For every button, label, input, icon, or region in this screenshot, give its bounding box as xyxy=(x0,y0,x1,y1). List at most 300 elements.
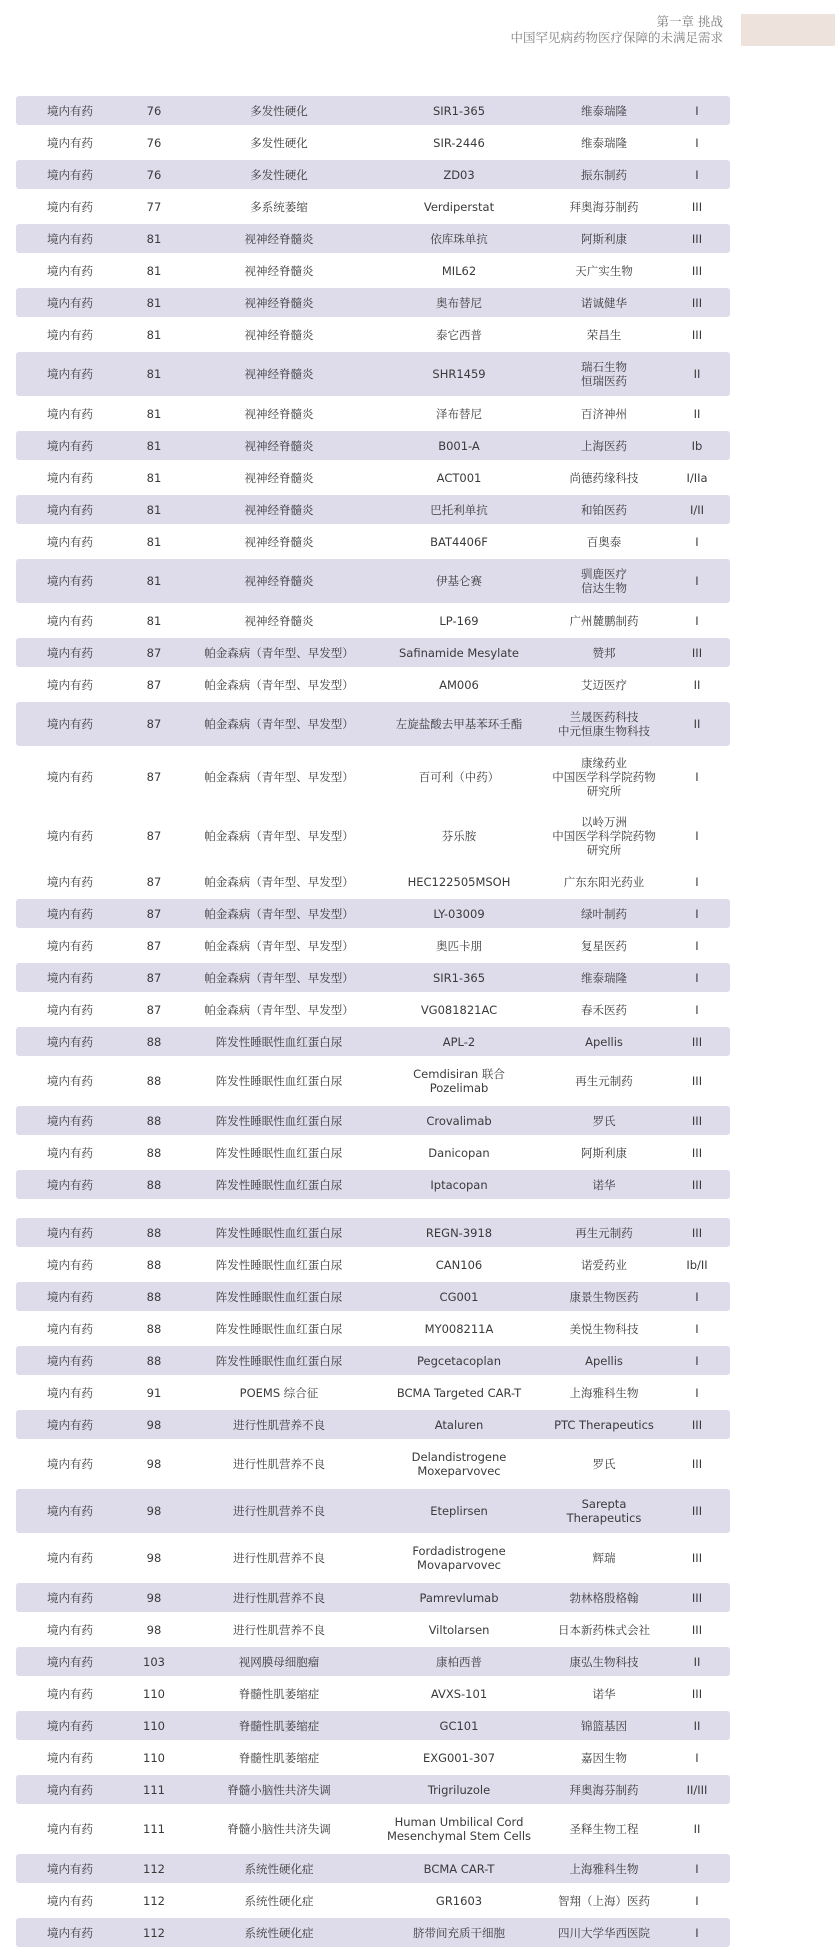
drug-name-cell: ZD03 xyxy=(443,167,475,182)
disease-number-cell: 81 xyxy=(146,231,162,246)
drug-name-cell: LY-03009 xyxy=(433,906,485,921)
disease-name-cell: 帕金森病（青年型、早发型） xyxy=(204,829,354,843)
drug-name-cell: EXG001-307 xyxy=(422,1750,496,1765)
availability-cell: 境内有药 xyxy=(47,231,93,246)
availability-cell: 境内有药 xyxy=(47,1686,93,1701)
table-row xyxy=(16,1536,730,1580)
phase-cell: I xyxy=(695,613,699,628)
table-row xyxy=(16,899,730,928)
drug-name-cell: 奥布替尼 xyxy=(436,295,482,310)
phase-cell: III xyxy=(691,1622,703,1637)
disease-name-cell: 视神经脊髓炎 xyxy=(244,470,314,485)
table-row xyxy=(16,606,730,635)
disease-name-cell: 进行性肌营养不良 xyxy=(233,1551,325,1565)
company-cell: Apellis xyxy=(585,1353,623,1368)
drug-name-cell: REGN-3918 xyxy=(425,1225,493,1240)
table-row xyxy=(16,1615,730,1644)
table-row xyxy=(16,1138,730,1167)
disease-name-cell: 帕金森病（青年型、早发型） xyxy=(204,677,354,692)
drug-name-cell: 芬乐胺 xyxy=(441,829,477,843)
table-row xyxy=(16,1282,730,1311)
disease-name-cell: 阵发性睡眠性血红蛋白尿 xyxy=(215,1074,343,1088)
phase-cell: II xyxy=(693,1822,701,1836)
availability-cell: 境内有药 xyxy=(47,1225,93,1240)
drug-name-cell: APL-2 xyxy=(442,1034,476,1049)
disease-name-cell: 阵发性睡眠性血红蛋白尿 xyxy=(215,1145,343,1160)
disease-name-cell: 进行性肌营养不良 xyxy=(233,1504,325,1518)
disease-name-cell: 视神经脊髓炎 xyxy=(244,613,314,628)
table-row xyxy=(16,963,730,992)
company-cell: 维泰瑞隆 xyxy=(581,970,627,985)
company-cell: 荣昌生 xyxy=(586,327,622,342)
phase-cell: III xyxy=(691,1113,703,1128)
company-cell: 再生元制药 xyxy=(575,1225,633,1240)
drug-name-cell: SHR1459 xyxy=(432,367,486,381)
phase-cell: I xyxy=(695,574,699,588)
disease-number-cell: 87 xyxy=(146,874,162,889)
table-row xyxy=(16,1679,730,1708)
disease-name-cell: 视神经脊髓炎 xyxy=(244,438,314,453)
disease-number-cell: 81 xyxy=(146,574,162,588)
table-row xyxy=(16,1583,730,1612)
disease-name-cell: 多系统萎缩 xyxy=(250,199,308,214)
drug-name-cell: 依库珠单抗 xyxy=(430,231,488,246)
availability-cell: 境内有药 xyxy=(47,829,93,843)
phase-cell: III xyxy=(691,327,703,342)
availability-cell: 境内有药 xyxy=(47,717,93,731)
table-row xyxy=(16,352,730,396)
drug-name-cell: 左旋盐酸去甲基苯环壬酯 xyxy=(395,717,523,731)
phase-cell: I xyxy=(695,534,699,549)
company-cell: 尚德药缘科技 xyxy=(569,470,639,485)
company-cell: 以岭万洲 中国医学科学院药物 研究所 xyxy=(552,815,656,857)
availability-cell: 境内有药 xyxy=(47,406,93,421)
table-row xyxy=(16,1314,730,1343)
disease-name-cell: 进行性肌营养不良 xyxy=(233,1590,325,1605)
availability-cell: 境内有药 xyxy=(47,1861,93,1876)
disease-number-cell: 87 xyxy=(146,829,162,843)
availability-cell: 境内有药 xyxy=(47,295,93,310)
disease-number-cell: 91 xyxy=(146,1385,162,1400)
table-row xyxy=(16,995,730,1024)
phase-cell: I xyxy=(695,1289,699,1304)
company-cell: 美悦生物科技 xyxy=(569,1321,639,1336)
availability-cell: 境内有药 xyxy=(47,1177,93,1192)
drug-name-cell: VG081821AC xyxy=(420,1002,498,1017)
drug-name-cell: Safinamide Mesylate xyxy=(399,645,519,660)
disease-number-cell: 88 xyxy=(146,1257,162,1272)
chapter-title: 第一章 挑战 xyxy=(656,14,723,29)
disease-number-cell: 81 xyxy=(146,534,162,549)
table-row xyxy=(16,192,730,221)
disease-name-cell: 阵发性睡眠性血红蛋白尿 xyxy=(215,1177,343,1192)
disease-name-cell: 帕金森病（青年型、早发型） xyxy=(204,938,354,953)
disease-name-cell: 视神经脊髓炎 xyxy=(244,327,314,342)
drug-name-cell: AM006 xyxy=(439,677,479,692)
drug-name-cell: AVXS-101 xyxy=(430,1686,488,1701)
table-row xyxy=(16,1886,730,1915)
disease-name-cell: 视神经脊髓炎 xyxy=(244,406,314,421)
phase-cell: I xyxy=(695,970,699,985)
table-row xyxy=(16,96,730,125)
company-cell: 百济神州 xyxy=(581,406,627,421)
disease-number-cell: 88 xyxy=(146,1353,162,1368)
table-row xyxy=(16,670,730,699)
table-row xyxy=(16,1442,730,1486)
disease-number-cell: 98 xyxy=(146,1590,162,1605)
availability-cell: 境内有药 xyxy=(47,1893,93,1908)
availability-cell: 境内有药 xyxy=(47,438,93,453)
drug-name-cell: Pamrevlumab xyxy=(419,1590,499,1605)
drug-name-cell: Eteplirsen xyxy=(430,1504,488,1518)
table-row xyxy=(16,808,730,864)
drug-name-cell: ACT001 xyxy=(436,470,482,485)
drug-name-cell: B001-A xyxy=(438,438,480,453)
company-cell: 勃林格殷格翰 xyxy=(569,1590,639,1605)
disease-number-cell: 88 xyxy=(146,1289,162,1304)
table-row xyxy=(16,1489,730,1533)
table-row xyxy=(16,320,730,349)
table-row xyxy=(16,1346,730,1375)
company-cell: 罗氏 xyxy=(592,1457,616,1471)
phase-cell: II xyxy=(693,1654,701,1669)
company-cell: 罗氏 xyxy=(592,1113,616,1128)
phase-cell: I/II xyxy=(689,502,705,517)
drug-name-cell: Delandistrogene Moxeparvovec xyxy=(411,1450,507,1478)
availability-cell: 境内有药 xyxy=(47,970,93,985)
phase-cell: I xyxy=(695,1353,699,1368)
phase-cell: I xyxy=(695,938,699,953)
table-row xyxy=(16,1775,730,1804)
disease-number-cell: 98 xyxy=(146,1551,162,1565)
availability-cell: 境内有药 xyxy=(47,1457,93,1471)
phase-cell: I xyxy=(695,1385,699,1400)
availability-cell: 境内有药 xyxy=(47,199,93,214)
phase-cell: II xyxy=(693,677,701,692)
disease-name-cell: 系统性硬化症 xyxy=(244,1893,314,1908)
availability-cell: 境内有药 xyxy=(47,874,93,889)
disease-number-cell: 87 xyxy=(146,970,162,985)
disease-number-cell: 87 xyxy=(146,1002,162,1017)
availability-cell: 境内有药 xyxy=(47,502,93,517)
table-row xyxy=(16,128,730,157)
availability-cell: 境内有药 xyxy=(47,1551,93,1565)
company-cell: 辉瑞 xyxy=(592,1551,616,1565)
drug-name-cell: MY008211A xyxy=(424,1321,494,1336)
disease-name-cell: POEMS 综合征 xyxy=(239,1385,319,1400)
disease-number-cell: 76 xyxy=(146,135,162,150)
phase-cell: III xyxy=(691,1145,703,1160)
phase-cell: III xyxy=(691,1504,703,1518)
phase-cell: I xyxy=(695,103,699,118)
phase-cell: II xyxy=(693,367,701,381)
disease-number-cell: 76 xyxy=(146,103,162,118)
table-row xyxy=(16,463,730,492)
company-cell: 上海雅科生物 xyxy=(569,1861,639,1876)
disease-number-cell: 81 xyxy=(146,367,162,381)
disease-name-cell: 阵发性睡眠性血红蛋白尿 xyxy=(215,1225,343,1240)
company-cell: 维泰瑞隆 xyxy=(581,103,627,118)
phase-cell: I xyxy=(695,1002,699,1017)
table-row xyxy=(16,288,730,317)
phase-cell: I/IIa xyxy=(686,470,708,485)
disease-number-cell: 88 xyxy=(146,1074,162,1088)
drug-name-cell: CAN106 xyxy=(435,1257,483,1272)
disease-name-cell: 多发性硬化 xyxy=(250,135,308,150)
disease-name-cell: 视神经脊髓炎 xyxy=(244,295,314,310)
disease-name-cell: 阵发性睡眠性血红蛋白尿 xyxy=(215,1257,343,1272)
table-row xyxy=(16,1250,730,1279)
disease-number-cell: 111 xyxy=(143,1822,165,1836)
availability-cell: 境内有药 xyxy=(47,770,93,784)
company-cell: 驯鹿医疗 信达生物 xyxy=(581,567,627,595)
availability-cell: 境内有药 xyxy=(47,1257,93,1272)
company-cell: 上海雅科生物 xyxy=(569,1385,639,1400)
drug-name-cell: 泰它西普 xyxy=(436,327,482,342)
table-row xyxy=(16,1170,730,1199)
disease-number-cell: 77 xyxy=(146,199,162,214)
availability-cell: 境内有药 xyxy=(47,613,93,628)
availability-cell: 境内有药 xyxy=(47,906,93,921)
disease-number-cell: 112 xyxy=(143,1861,165,1876)
company-cell: 和铂医药 xyxy=(581,502,627,517)
disease-number-cell: 110 xyxy=(143,1718,165,1733)
availability-cell: 境内有药 xyxy=(47,1622,93,1637)
disease-name-cell: 脊髓性肌萎缩症 xyxy=(238,1718,320,1733)
disease-number-cell: 88 xyxy=(146,1113,162,1128)
table-row xyxy=(16,702,730,746)
drug-name-cell: 康柏西普 xyxy=(436,1654,482,1669)
availability-cell: 境内有药 xyxy=(47,1822,93,1836)
drug-name-cell: Verdiperstat xyxy=(423,199,495,214)
phase-cell: II/III xyxy=(686,1782,708,1797)
phase-cell: III xyxy=(691,1074,703,1088)
drug-name-cell: SIR-2446 xyxy=(433,135,485,150)
drug-name-cell: SIR1-365 xyxy=(432,970,486,985)
disease-name-cell: 帕金森病（青年型、早发型） xyxy=(204,906,354,921)
disease-name-cell: 视神经脊髓炎 xyxy=(244,231,314,246)
disease-name-cell: 系统性硬化症 xyxy=(244,1925,314,1940)
disease-name-cell: 阵发性睡眠性血红蛋白尿 xyxy=(215,1289,343,1304)
company-cell: 绿叶制药 xyxy=(581,906,627,921)
phase-cell: Ib/II xyxy=(686,1257,708,1272)
disease-number-cell: 76 xyxy=(146,167,162,182)
availability-cell: 境内有药 xyxy=(47,677,93,692)
phase-cell: I xyxy=(695,874,699,889)
table-row xyxy=(16,559,730,603)
phase-cell: III xyxy=(691,645,703,660)
table-row xyxy=(16,399,730,428)
disease-name-cell: 帕金森病（青年型、早发型） xyxy=(204,770,354,784)
phase-cell: I xyxy=(695,1321,699,1336)
disease-name-cell: 阵发性睡眠性血红蛋白尿 xyxy=(215,1353,343,1368)
drug-name-cell: BAT4406F xyxy=(430,534,488,549)
table-row xyxy=(16,638,730,667)
company-cell: 拜奥海芬制药 xyxy=(569,199,639,214)
company-cell: 四川大学华西医院 xyxy=(558,1925,650,1940)
company-cell: Apellis xyxy=(585,1034,623,1049)
company-cell: 康景生物医药 xyxy=(569,1289,639,1304)
drug-name-cell: GR1603 xyxy=(435,1893,483,1908)
availability-cell: 境内有药 xyxy=(47,1782,93,1797)
availability-cell: 境内有药 xyxy=(47,1504,93,1518)
availability-cell: 境内有药 xyxy=(47,470,93,485)
table-row xyxy=(16,1807,730,1851)
table-row xyxy=(16,431,730,460)
company-cell: 康缘药业 中国医学科学院药物 研究所 xyxy=(552,756,656,798)
disease-number-cell: 103 xyxy=(143,1654,165,1669)
availability-cell: 境内有药 xyxy=(47,938,93,953)
drug-name-cell: 泽布替尼 xyxy=(436,406,482,421)
drug-table xyxy=(16,96,730,1950)
disease-number-cell: 98 xyxy=(146,1622,162,1637)
disease-number-cell: 87 xyxy=(146,645,162,660)
disease-name-cell: 视神经脊髓炎 xyxy=(244,574,314,588)
table-row xyxy=(16,1410,730,1439)
disease-number-cell: 88 xyxy=(146,1034,162,1049)
disease-number-cell: 110 xyxy=(143,1750,165,1765)
drug-name-cell: Fordadistrogene Movaparvovec xyxy=(412,1544,506,1572)
table-row xyxy=(16,160,730,189)
disease-number-cell: 87 xyxy=(146,717,162,731)
table-row xyxy=(16,527,730,556)
company-cell: 瑞石生物 恒瑞医药 xyxy=(581,360,627,388)
disease-name-cell: 进行性肌营养不良 xyxy=(233,1622,325,1637)
disease-name-cell: 帕金森病（青年型、早发型） xyxy=(204,970,354,985)
phase-cell: III xyxy=(691,1686,703,1701)
company-cell: 广东东阳光药业 xyxy=(563,874,645,889)
disease-name-cell: 视神经脊髓炎 xyxy=(244,502,314,517)
company-cell: 赞邦 xyxy=(592,645,616,660)
disease-number-cell: 81 xyxy=(146,327,162,342)
availability-cell: 境内有药 xyxy=(47,645,93,660)
disease-name-cell: 帕金森病（青年型、早发型） xyxy=(204,717,354,731)
phase-cell: III xyxy=(691,295,703,310)
availability-cell: 境内有药 xyxy=(47,1034,93,1049)
drug-name-cell: Cemdisiran 联合 Pozelimab xyxy=(413,1067,505,1095)
drug-name-cell: BCMA Targeted CAR-T xyxy=(396,1385,522,1400)
table-row xyxy=(16,1059,730,1103)
availability-cell: 境内有药 xyxy=(47,1750,93,1765)
disease-number-cell: 87 xyxy=(146,770,162,784)
table-row xyxy=(16,1918,730,1947)
phase-cell: III xyxy=(691,1034,703,1049)
drug-name-cell: 奥匹卡朋 xyxy=(436,938,482,953)
company-cell: 康弘生物科技 xyxy=(569,1654,639,1669)
availability-cell: 境内有药 xyxy=(47,534,93,549)
disease-name-cell: 阵发性睡眠性血红蛋白尿 xyxy=(215,1321,343,1336)
disease-number-cell: 87 xyxy=(146,938,162,953)
disease-number-cell: 81 xyxy=(146,502,162,517)
disease-number-cell: 81 xyxy=(146,263,162,278)
table-row xyxy=(16,495,730,524)
table-row xyxy=(16,749,730,805)
company-cell: 百奥泰 xyxy=(586,534,622,549)
company-cell: 嘉因生物 xyxy=(581,1750,627,1765)
phase-cell: I xyxy=(695,1925,699,1940)
phase-cell: III xyxy=(691,1457,703,1471)
table-row xyxy=(16,1106,730,1135)
phase-cell: I xyxy=(695,135,699,150)
availability-cell: 境内有药 xyxy=(47,1289,93,1304)
phase-cell: III xyxy=(691,1551,703,1565)
availability-cell: 境内有药 xyxy=(47,1718,93,1733)
page-header xyxy=(510,14,723,46)
disease-name-cell: 多发性硬化 xyxy=(250,103,308,118)
availability-cell: 境内有药 xyxy=(47,1145,93,1160)
availability-cell: 境内有药 xyxy=(47,367,93,381)
availability-cell: 境内有药 xyxy=(47,1002,93,1017)
drug-name-cell: GC101 xyxy=(439,1718,479,1733)
table-row xyxy=(16,1743,730,1772)
disease-name-cell: 帕金森病（青年型、早发型） xyxy=(204,874,354,889)
company-cell: 春禾医药 xyxy=(581,1002,627,1017)
company-cell: 日本新药株式会社 xyxy=(558,1622,650,1637)
availability-cell: 境内有药 xyxy=(47,1654,93,1669)
disease-name-cell: 阵发性睡眠性血红蛋白尿 xyxy=(215,1113,343,1128)
phase-cell: I xyxy=(695,1861,699,1876)
disease-name-cell: 进行性肌营养不良 xyxy=(233,1417,325,1432)
disease-number-cell: 88 xyxy=(146,1321,162,1336)
disease-name-cell: 脊髓性肌萎缩症 xyxy=(238,1686,320,1701)
company-cell: 维泰瑞隆 xyxy=(581,135,627,150)
table-row xyxy=(16,1378,730,1407)
phase-cell: II xyxy=(693,717,701,731)
availability-cell: 境内有药 xyxy=(47,1113,93,1128)
drug-name-cell: Danicopan xyxy=(428,1145,490,1160)
disease-number-cell: 81 xyxy=(146,406,162,421)
drug-name-cell: Crovalimab xyxy=(426,1113,492,1128)
disease-name-cell: 脊髓性肌萎缩症 xyxy=(238,1750,320,1765)
availability-cell: 境内有药 xyxy=(47,327,93,342)
drug-name-cell: LP-169 xyxy=(439,613,479,628)
phase-cell: I xyxy=(695,770,699,784)
company-cell: 拜奥海芬制药 xyxy=(569,1782,639,1797)
disease-name-cell: 脊髓小脑性共济失调 xyxy=(227,1822,331,1836)
disease-number-cell: 98 xyxy=(146,1417,162,1432)
disease-number-cell: 87 xyxy=(146,677,162,692)
company-cell: 兰晟医药科技 中元恒康生物科技 xyxy=(558,710,650,738)
drug-name-cell: CG001 xyxy=(439,1289,479,1304)
phase-cell: I xyxy=(695,167,699,182)
phase-cell: I xyxy=(695,1750,699,1765)
availability-cell: 境内有药 xyxy=(47,1074,93,1088)
disease-number-cell: 81 xyxy=(146,438,162,453)
phase-cell: III xyxy=(691,199,703,214)
company-cell: 诺爱药业 xyxy=(581,1257,627,1272)
disease-name-cell: 视神经脊髓炎 xyxy=(244,367,314,381)
disease-name-cell: 帕金森病（青年型、早发型） xyxy=(204,645,354,660)
phase-cell: II xyxy=(693,406,701,421)
phase-cell: I xyxy=(695,906,699,921)
disease-number-cell: 111 xyxy=(143,1782,165,1797)
drug-name-cell: Viltolarsen xyxy=(428,1622,490,1637)
company-cell: 广州麓鹏制药 xyxy=(569,613,639,628)
drug-name-cell: 伊基仑赛 xyxy=(436,574,482,588)
availability-cell: 境内有药 xyxy=(47,1590,93,1605)
disease-number-cell: 98 xyxy=(146,1457,162,1471)
disease-number-cell: 112 xyxy=(143,1925,165,1940)
table-row xyxy=(16,256,730,285)
phase-cell: III xyxy=(691,231,703,246)
availability-cell: 境内有药 xyxy=(47,1417,93,1432)
drug-name-cell: Ataluren xyxy=(434,1417,484,1432)
disease-number-cell: 87 xyxy=(146,906,162,921)
disease-name-cell: 系统性硬化症 xyxy=(244,1861,314,1876)
drug-name-cell: Human Umbilical Cord Mesenchymal Stem Cells xyxy=(386,1815,532,1843)
company-cell: 振东制药 xyxy=(581,167,627,182)
availability-cell: 境内有药 xyxy=(47,574,93,588)
